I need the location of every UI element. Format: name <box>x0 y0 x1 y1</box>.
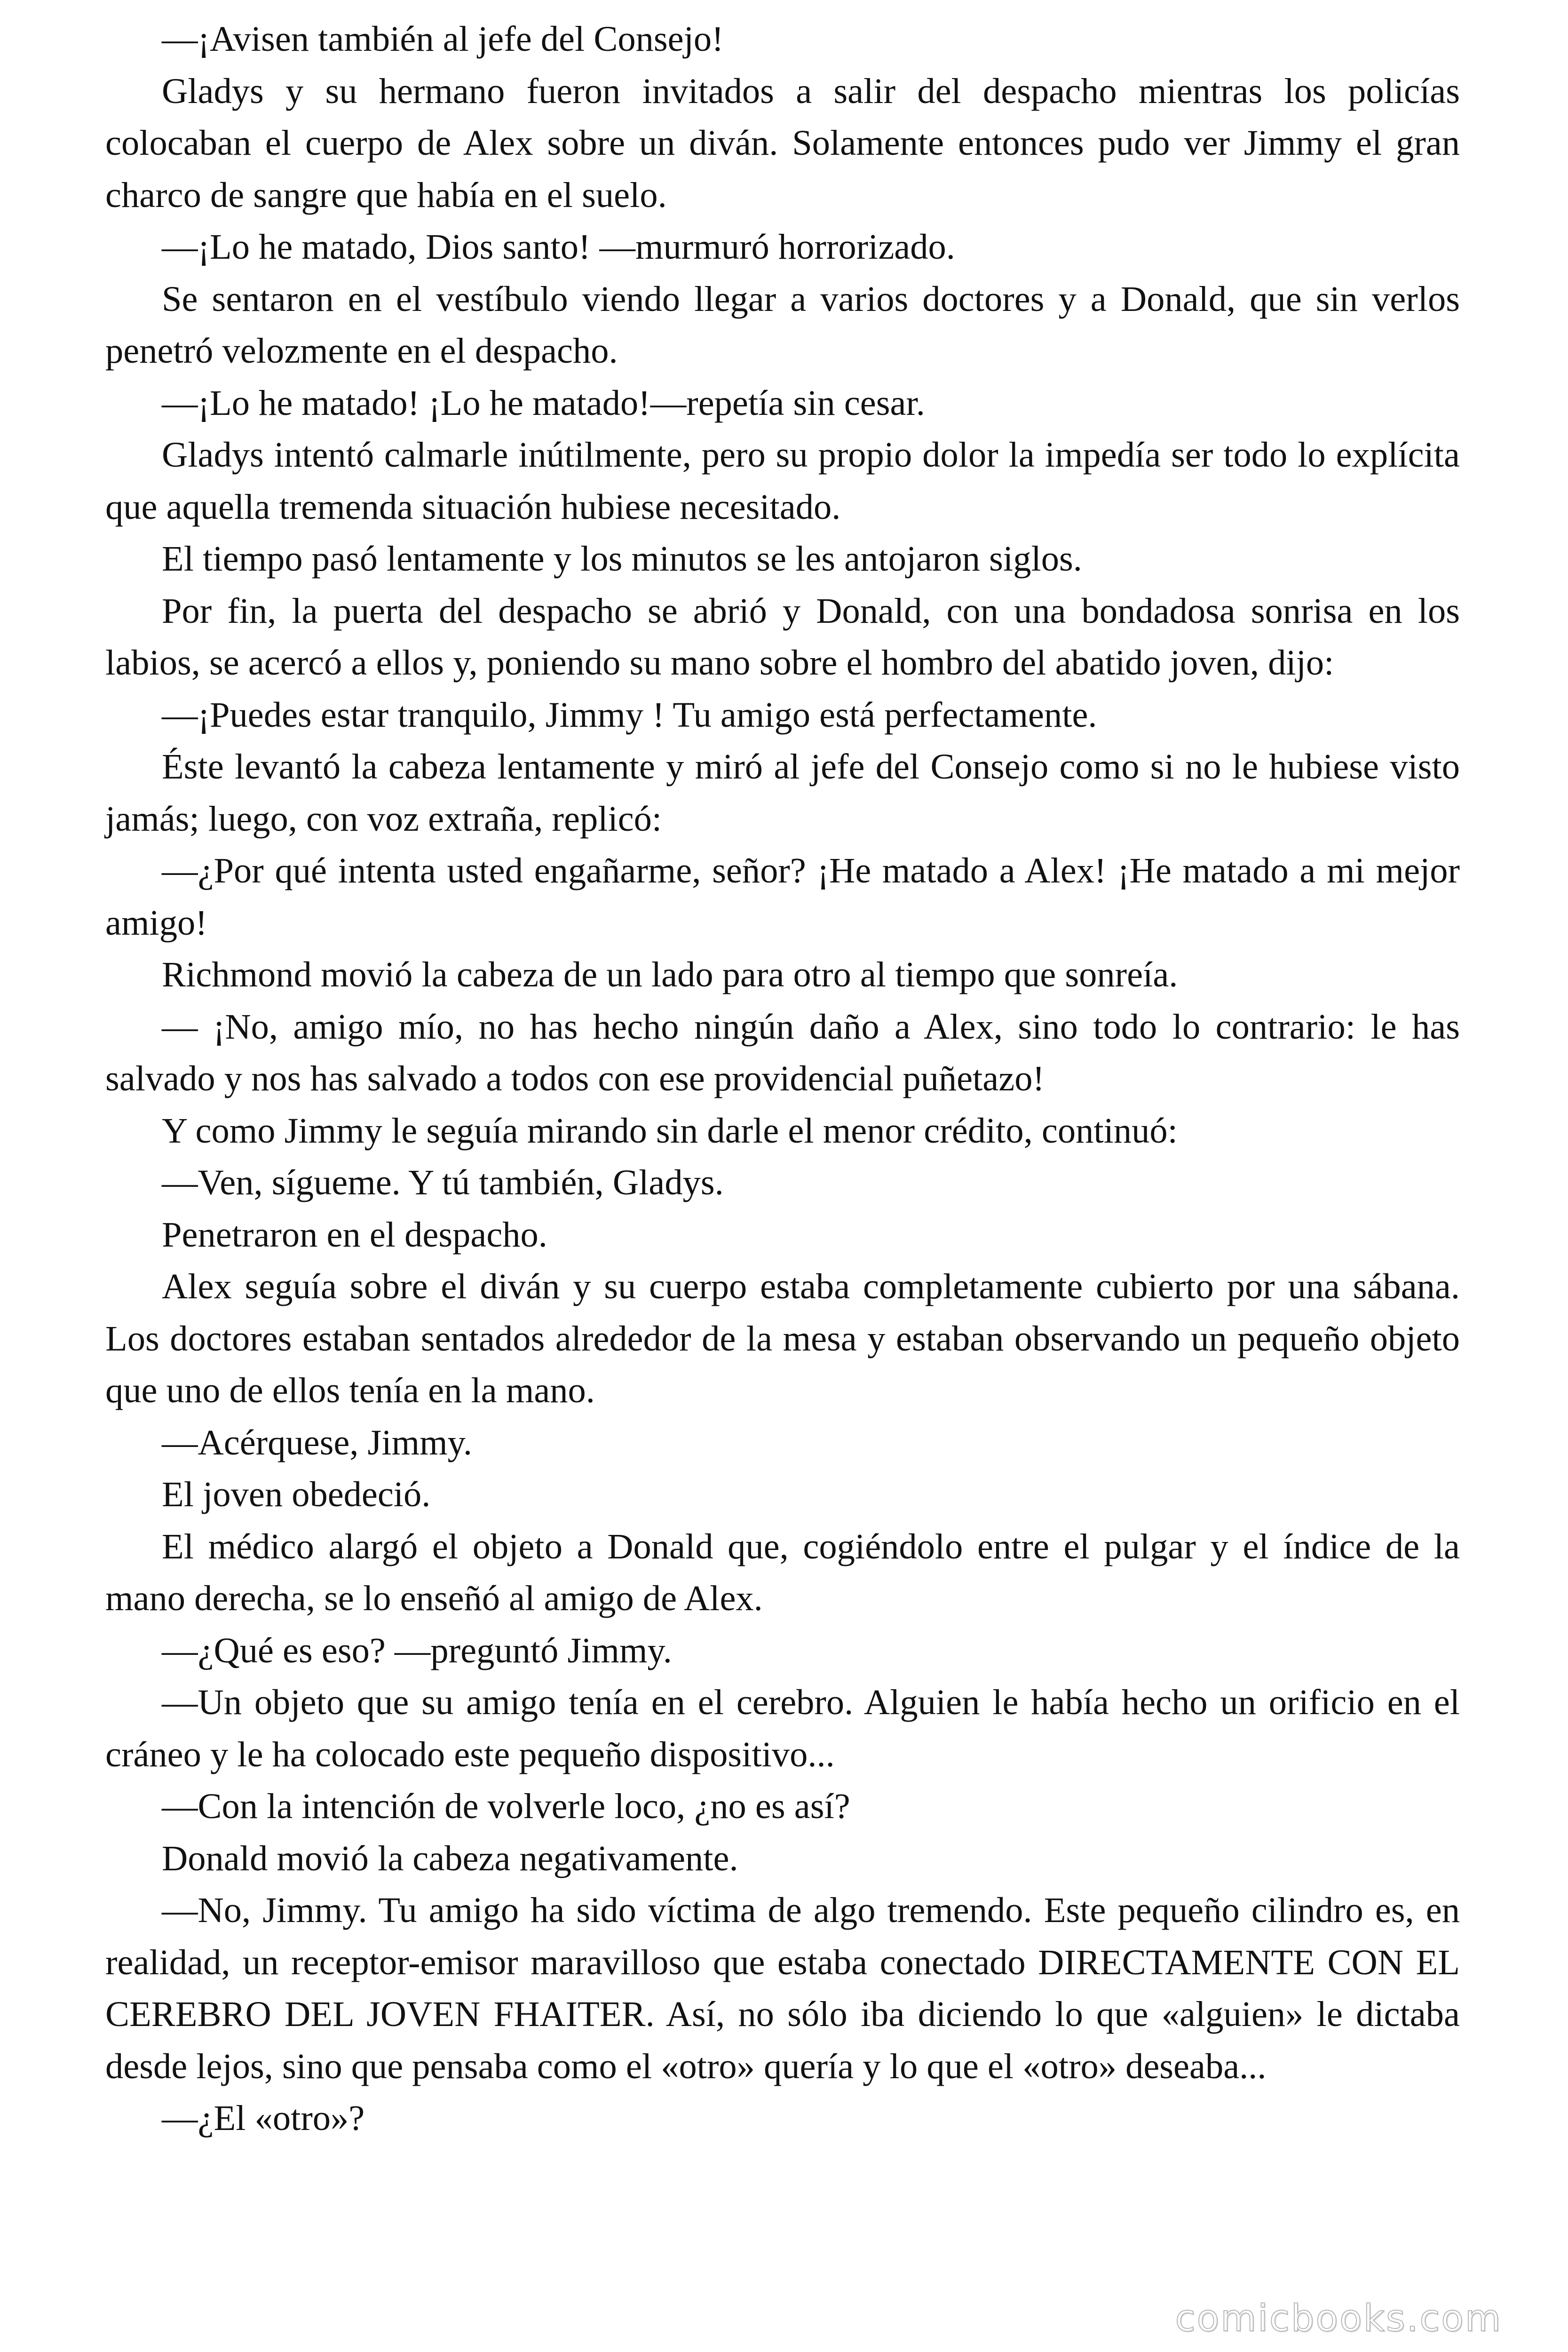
paragraph: Penetraron en el despacho. <box>162 1214 547 1255</box>
paragraph: —¿Por qué intenta usted engañarme, señor? ¡He matado a Alex! ¡He matado a mi mejor amigo! <box>105 850 1460 943</box>
paragraph: Richmond movió la cabeza de un lado para otro al tiempo que sonreía. <box>162 954 1178 994</box>
paragraph: Por fin, la puerta del despacho se abrió y Donald, con una bondadosa sonrisa en los labios, se acercó a ellos y, poniendo su mano sobre el hombro del abatido joven, dijo: <box>105 590 1460 683</box>
paragraph: —No, Jimmy. Tu amigo ha sido víctima de algo tremendo. Este pequeño cilindro es, en realidad, un receptor-emisor maravilloso que estaba conectado DIRECTAMENTE CON EL CEREBRO DEL JOVEN FHAITER. Así, no sólo iba diciendo lo que «alguien» le dictaba desde lejos, sino que pensaba como el «otro» quería y lo que el «otro» deseaba... <box>105 1890 1460 2086</box>
paragraph: Se sentaron en el vestíbulo viendo llegar a varios doctores y a Donald, que sin verlos penetró velozmente en el despacho. <box>105 278 1460 371</box>
paragraph: —Acérquese, Jimmy. <box>162 1422 472 1462</box>
paragraph: El tiempo pasó lentamente y los minutos se les antojaron siglos. <box>162 539 1082 579</box>
paragraph: — ¡No, amigo mío, no has hecho ningún daño a Alex, sino todo lo contrario: le has salvado y nos has salvado a todos con ese providencial puñetazo! <box>105 1006 1460 1098</box>
paragraph: El médico alargó el objeto a Donald que, cogiéndolo entre el pulgar y el índice de la mano derecha, se lo enseñó al amigo de Alex. <box>105 1526 1460 1618</box>
paragraph: —¡Avisen también al jefe del Consejo! <box>162 19 724 59</box>
watermark: comicbooks.com <box>1175 2297 1502 2340</box>
paragraph: Éste levantó la cabeza lentamente y miró al jefe del Consejo como si no le hubiese visto jamás; luego, con voz extraña, replicó: <box>105 747 1460 839</box>
paragraph: Y como Jimmy le seguía mirando sin darle el menor crédito, continuó: <box>162 1110 1178 1151</box>
paragraph: Gladys y su hermano fueron invitados a salir del despacho mientras los policías colocaban el cuerpo de Alex sobre un diván. Solamente entonces pudo ver Jimmy el gran charco de sangre que había en el suelo. <box>105 71 1460 215</box>
paragraph: —Con la intención de volverle loco, ¿no es así? <box>162 1786 850 1826</box>
paragraph: Alex seguía sobre el diván y su cuerpo estaba completamente cubierto por una sábana. Los doctores estaban sentados alrededor de la mesa y estaban observando un pequeño objeto que uno de ellos tenía en la mano. <box>105 1266 1460 1410</box>
paragraph: El joven obedeció. <box>162 1474 431 1514</box>
paragraph: —¡Lo he matado! ¡Lo he matado!—repetía sin cesar. <box>162 382 925 423</box>
paragraph: —Ven, sígueme. Y tú también, Gladys. <box>162 1162 724 1202</box>
paragraph: —¿El «otro»? <box>162 2098 365 2138</box>
paragraph: Gladys intentó calmarle inútilmente, pero su propio dolor la impedía ser todo lo explícita que aquella tremenda situación hubiese necesitado. <box>105 435 1460 527</box>
paragraph: —¡Lo he matado, Dios santo! —murmuró horrorizado. <box>162 227 955 267</box>
paragraph: —¡Puedes estar tranquilo, Jimmy ! Tu amigo está perfectamente. <box>162 694 1097 735</box>
paragraph: —Un objeto que su amigo tenía en el cerebro. Alguien le había hecho un orificio en el cráneo y le ha colocado este pequeño dispositivo... <box>105 1682 1460 1774</box>
paragraph: —¿Qué es eso? —preguntó Jimmy. <box>162 1630 672 1670</box>
book-page-text <box>105 13 1460 2145</box>
paragraph: Donald movió la cabeza negativamente. <box>162 1838 738 1878</box>
